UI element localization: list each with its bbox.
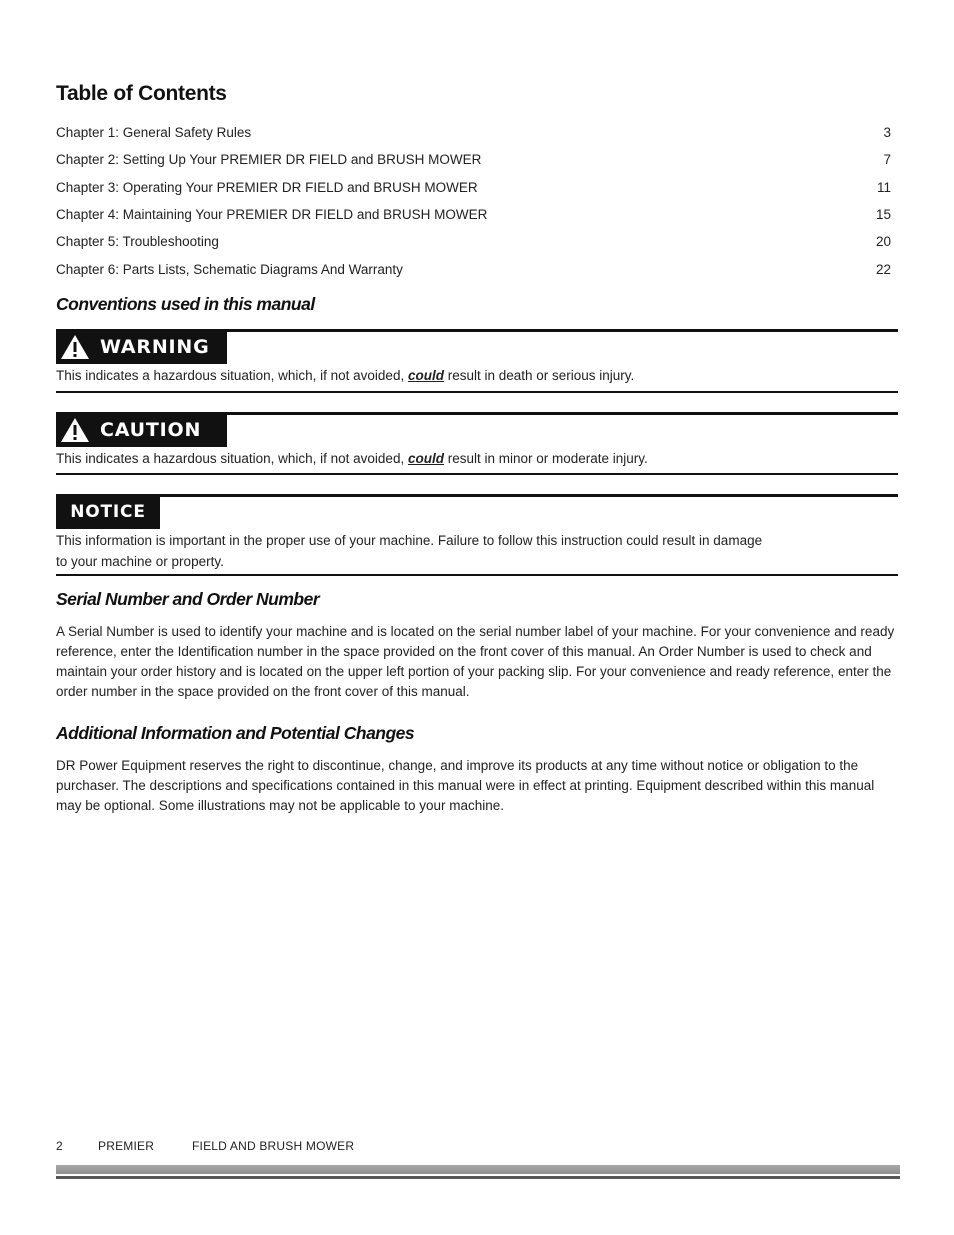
caution-box: [56, 412, 898, 476]
caution-text: [56, 449, 898, 470]
toc-entry-label: Chapter 6: Parts Lists, Schematic Diagrams And Warranty: [56, 261, 403, 277]
toc-entry-page: 3: [883, 125, 891, 141]
toc-entry[interactable]: [56, 119, 898, 146]
notice-label-badge: [56, 494, 160, 529]
caution-text-start: This indicates a hazardous situation, which, if not avoided,: [56, 451, 408, 466]
notice-bottom-rule: [56, 574, 898, 576]
footer-brand: PREMIER: [98, 1139, 155, 1153]
toc-entry[interactable]: [56, 228, 898, 255]
warning-emphasis: could: [407, 368, 444, 383]
warning-text: [56, 366, 898, 387]
toc-entry-label: Chapter 1: General Safety Rules: [56, 125, 252, 141]
toc-list: [56, 119, 898, 283]
caution-text-end: result in minor or moderate injury.: [443, 451, 648, 466]
toc-entry[interactable]: [56, 146, 898, 173]
toc-entry-page: 7: [883, 152, 891, 168]
toc-entry[interactable]: [56, 255, 898, 282]
caution-icon: [60, 417, 90, 443]
notice-box: [56, 494, 898, 578]
additional-body: DR Power Equipment reserves the right to discontinue, change, and improve its products at any time without notice or obligation to the purchaser. The descriptions and specifications contained in this manual were in effect at printing. Equipment described within this manual may be optional. Some illustrations may not be applicable to your machine.: [56, 758, 875, 813]
caution-label: CAUTION: [100, 418, 202, 441]
warning-label: WARNING: [100, 335, 210, 358]
toc-title: Table of Contents: [56, 82, 227, 105]
notice-top-rule: [56, 494, 898, 497]
toc-entry-page: 11: [876, 179, 891, 195]
conventions-heading: Conventions used in this manual: [56, 294, 315, 314]
toc-entry-label: Chapter 2: Setting Up Your PREMIER DR FIELD and BRUSH MOWER: [56, 152, 482, 168]
serial-heading: Serial Number and Order Number: [56, 589, 320, 609]
warning-text-start: This indicates a hazardous situation, which, if not avoided,: [56, 368, 408, 383]
warning-label-badge: [56, 329, 227, 364]
footer-product: FIELD AND BRUSH MOWER: [192, 1139, 355, 1153]
toc-entry-page: 15: [875, 207, 891, 223]
manual-page: [56, 0, 898, 1235]
toc-entry[interactable]: [56, 201, 898, 228]
footer-page-number: 2: [56, 1139, 63, 1153]
notice-text-line-2: to your machine or property.: [56, 554, 224, 569]
serial-body: A Serial Number is used to identify your machine and is located on the serial number label of your machine. For your convenience and ready reference, enter the Identification number in the space provided on the front cover of this manual. An Order Number is used to check and maintain your order history and is located on the upper left portion of your packing slip. For your convenience and ready reference, enter the order number in the space provided on the front cover of this manual.: [56, 624, 895, 699]
toc-entry-page: 20: [875, 234, 891, 250]
page-footer: [56, 1139, 354, 1153]
caution-label-badge: [56, 412, 227, 447]
toc-entry[interactable]: [56, 174, 898, 201]
notice-text-line-1: This information is important in the proper use of your machine. Failure to follow this instruction could result in damage: [56, 533, 763, 548]
warning-bottom-rule: [56, 391, 898, 393]
caution-bottom-rule: [56, 473, 898, 475]
additional-heading: Additional Information and Potential Changes: [56, 723, 415, 743]
toc-entry-label: Chapter 5: Troubleshooting: [56, 234, 219, 250]
warning-icon: [60, 334, 90, 360]
notice-label: NOTICE: [70, 501, 146, 522]
warning-text-end: result in death or serious injury.: [443, 368, 635, 383]
warning-box: [56, 329, 898, 393]
toc-entry-label: Chapter 3: Operating Your PREMIER DR FIELD and BRUSH MOWER: [56, 179, 478, 195]
footer-rule-bar: [56, 1165, 900, 1179]
toc-entry-page: 22: [875, 261, 891, 277]
toc-entry-label: Chapter 4: Maintaining Your PREMIER DR FIELD and BRUSH MOWER: [56, 207, 488, 223]
caution-emphasis: could: [407, 451, 444, 466]
